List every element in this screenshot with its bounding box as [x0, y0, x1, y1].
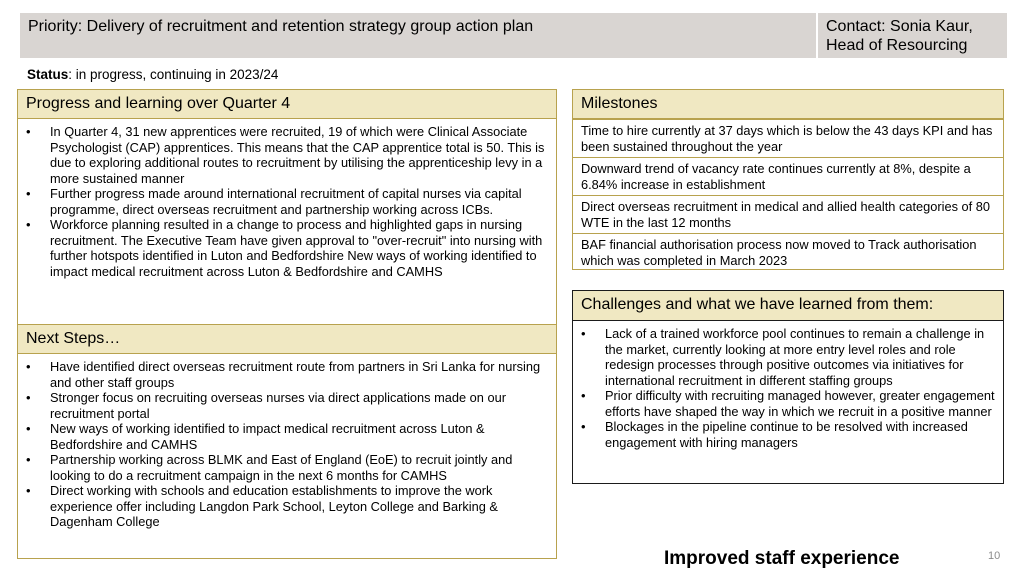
next-steps-item: • Direct working with schools and education establishments to improve the work experience offer including Langdon Park School, Leyton College and Barking & Dagenham College — [26, 483, 548, 530]
contact-info — [818, 13, 1007, 58]
progress-item: • Workforce planning resulted in a change to process and highlighted gaps in nursing recruitment. The Executive Team have given approval to "over-recruit" into nursing with further hotspots identified in Luton and Bedfordshire New ways of working identified to impact medical recruitment across Luton & Bedfordshire and CAMHS — [26, 217, 548, 279]
progress-list — [18, 119, 556, 279]
progress-title: Progress and learning over Quarter 4 — [18, 90, 556, 119]
progress-item: • Further progress made around international recruitment of capital nurses via capital programme, direct overseas recruitment and partnership working across ICBs. — [26, 186, 548, 217]
next-steps-title: Next Steps… — [18, 325, 556, 354]
next-steps-item: • Partnership working across BLMK and East of England (EoE) to recruit jointly and looking to do a recruitment campaign in the next 6 months for CAMHS — [26, 452, 548, 483]
challenges-item: • Blockages in the pipeline continue to be resolved with increased engagement with hiring managers — [581, 419, 997, 450]
milestones-section — [572, 89, 1004, 270]
next-steps-section — [17, 324, 557, 559]
progress-item: • In Quarter 4, 31 new apprentices were recruited, 19 of which were Clinical Associate Psychologist (CAP) apprentices. This means that the CAP apprentice total is 50. This is due to exploring additional routes to recruitment by utilising the apprenticeship levy in a more sustained manner — [26, 124, 548, 186]
progress-section — [17, 89, 557, 325]
next-steps-item: • Have identified direct overseas recruitment route from partners in Sri Lanka for nursing and other staff groups — [26, 359, 548, 390]
status-label: Status — [27, 67, 69, 82]
challenges-title: Challenges and what we have learned from them: — [573, 291, 1003, 321]
challenges-section — [572, 290, 1004, 484]
header-bar — [20, 13, 1007, 58]
milestone-item: Direct overseas recruitment in medical and allied health categories of 80 WTE in the last 12 months — [573, 195, 1003, 233]
next-steps-list — [18, 354, 556, 530]
challenges-item: • Prior difficulty with recruiting managed however, greater engagement efforts have shaped the way in which we recruit in a positive manner — [581, 388, 997, 419]
milestone-item: Time to hire currently at 37 days which is below the 43 days KPI and has been sustained throughout the year — [573, 119, 1003, 157]
milestones-title: Milestones — [573, 90, 1003, 119]
challenges-item: • Lack of a trained workforce pool continues to remain a challenge in the market, currently looking at more entry level roles and role redesign processes through positive outcomes via initiatives for international recruitment in different staffing groups — [581, 326, 997, 388]
footer-title: Improved staff experience — [664, 548, 900, 569]
milestone-item: Downward trend of vacancy rate continues currently at 8%, despite a 6.84% increase in establishment — [573, 157, 1003, 195]
contact-name: Contact: Sonia Kaur, — [826, 18, 973, 35]
challenges-list — [573, 321, 1003, 450]
next-steps-item: • Stronger focus on recruiting overseas nurses via direct applications made on our recruitment portal — [26, 390, 548, 421]
page-number: 10 — [988, 550, 1001, 562]
contact-role: Head of Resourcing — [826, 37, 968, 54]
status-line — [27, 67, 278, 82]
status-text: : in progress, continuing in 2023/24 — [68, 67, 279, 82]
next-steps-item: • New ways of working identified to impact medical recruitment across Luton & Bedfordshire and CAMHS — [26, 421, 548, 452]
priority-title: Priority: Delivery of recruitment and retention strategy group action plan — [20, 13, 818, 58]
milestone-item: BAF financial authorisation process now moved to Track authorisation which was completed in March 2023 — [573, 233, 1003, 271]
